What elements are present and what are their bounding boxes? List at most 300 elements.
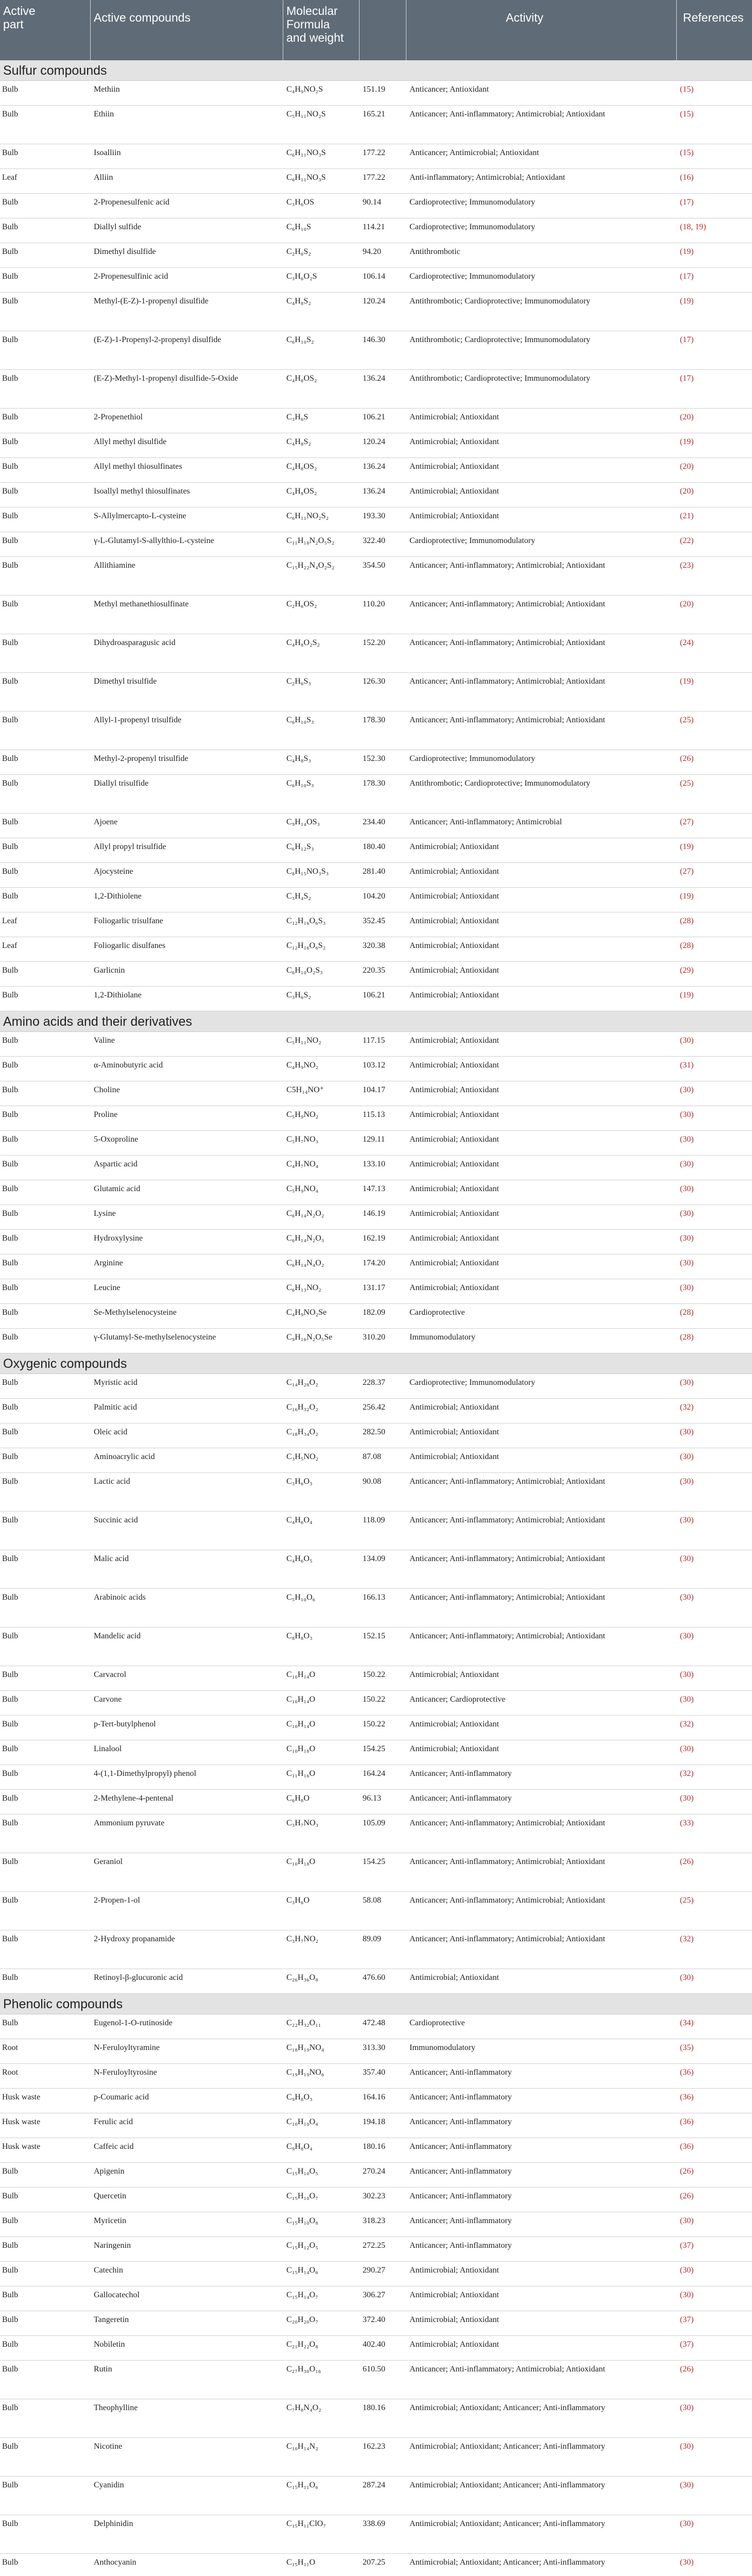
reference-link[interactable]: (30) xyxy=(680,2558,694,2567)
table-row xyxy=(0,1815,752,1853)
reference-link[interactable]: (30) xyxy=(680,1283,694,1292)
active-part-cell: Bulb xyxy=(2,2266,19,2275)
table-row xyxy=(0,2113,752,2138)
molecular-weight-cell: 610.50 xyxy=(363,2365,385,2374)
compound-name-cell: Ethiin xyxy=(94,110,114,118)
reference-link[interactable]: (34) xyxy=(680,2019,694,2027)
table-row xyxy=(0,912,752,937)
reference-link[interactable]: (25) xyxy=(680,1896,694,1905)
compound-name-cell: γ-L-Glutamyl-S-allylthio-L-cysteine xyxy=(94,536,214,545)
molecular-formula-cell: C₃H₆O₂S xyxy=(286,272,317,281)
molecular-formula-cell: C₆H₁₀S₃ xyxy=(286,779,314,788)
reference-link[interactable]: (17) xyxy=(680,198,694,207)
reference-link[interactable]: (30) xyxy=(680,1477,694,1486)
reference-link[interactable]: (26) xyxy=(680,2167,694,2176)
molecular-weight-cell: 146.19 xyxy=(363,1209,385,1218)
active-part-cell: Bulb xyxy=(2,991,19,999)
molecular-weight-cell: 472.48 xyxy=(363,2019,385,2027)
reference-link[interactable]: (19) xyxy=(680,247,694,256)
reference-link[interactable]: (33) xyxy=(680,1819,694,1827)
reference-link[interactable]: (36) xyxy=(680,2117,694,2126)
table-row xyxy=(0,1057,752,1081)
active-part-cell: Bulb xyxy=(2,1086,19,1094)
molecular-weight-cell: 106.21 xyxy=(363,413,385,421)
molecular-weight-cell: 136.24 xyxy=(363,487,385,496)
compound-name-cell: Dimethyl disulfide xyxy=(94,247,156,256)
reference-link[interactable]: (27) xyxy=(680,818,694,826)
molecular-formula-cell: C₄H₉NO₂S xyxy=(286,85,323,94)
header-formula-weight: Molecular Formula and weight xyxy=(286,4,344,44)
reference-link[interactable]: (30) xyxy=(680,1428,694,1436)
molecular-weight-cell: 104.20 xyxy=(363,892,385,901)
activity-cell: Anticancer; Anti-inflammatory xyxy=(409,2216,512,2225)
table-row xyxy=(0,370,752,409)
reference-link[interactable]: (29) xyxy=(680,966,694,975)
molecular-weight-cell: 103.12 xyxy=(363,1061,385,1070)
reference-link[interactable]: (30) xyxy=(680,1110,694,1119)
active-part-cell: Bulb xyxy=(2,1135,19,1144)
active-part-cell: Bulb xyxy=(2,1428,19,1436)
section-header xyxy=(0,1994,752,2014)
molecular-weight-cell: 180.40 xyxy=(363,842,385,851)
active-part-cell: Bulb xyxy=(2,638,19,647)
molecular-formula-cell: C₄H₉NO₂ xyxy=(286,1061,319,1070)
table-row xyxy=(0,243,752,268)
compound-name-cell: 4-(1,1-Dimethylpropyl) phenol xyxy=(94,1769,197,1778)
table-row xyxy=(0,1550,752,1589)
active-part-cell: Bulb xyxy=(2,487,19,496)
reference-link[interactable]: (30) xyxy=(680,1036,694,1045)
molecular-formula-cell: C₄H₇NO₄ xyxy=(286,1160,319,1168)
reference-link[interactable]: (36) xyxy=(680,2068,694,2077)
reference-link[interactable]: (35) xyxy=(680,2043,694,2052)
molecular-weight-cell: 180.16 xyxy=(363,2403,385,2412)
reference-link[interactable]: (37) xyxy=(680,2340,694,2349)
compound-name-cell: S-Allylmercapto-L-cysteine xyxy=(94,512,186,520)
compound-name-cell: Proline xyxy=(94,1110,118,1119)
header-references: References xyxy=(683,11,744,24)
molecular-weight-cell: 177.22 xyxy=(363,173,385,182)
reference-link[interactable]: (30) xyxy=(680,2481,694,2489)
activity-cell: Antimicrobial; Antioxidant xyxy=(409,1259,499,1267)
compound-name-cell: Naringenin xyxy=(94,2241,131,2250)
molecular-formula-cell: C₂H₆S₂ xyxy=(286,247,311,256)
activity-cell: Cardioprotective xyxy=(409,1308,465,1317)
activity-cell: Antithrombotic xyxy=(409,247,460,256)
compound-name-cell: Methyl-2-propenyl trisulfide xyxy=(94,754,189,763)
molecular-formula-cell: C₃H₆O xyxy=(286,1896,310,1905)
table-row xyxy=(0,1765,752,1790)
reference-link[interactable]: (32) xyxy=(680,1935,694,1943)
reference-link[interactable]: (19) xyxy=(680,297,694,306)
compound-name-cell: Isoalliin xyxy=(94,148,121,157)
reference-link[interactable]: (30) xyxy=(680,1516,694,1524)
reference-link[interactable]: (30) xyxy=(680,2216,694,2225)
molecular-formula-cell: C₄H₈O₂S₂ xyxy=(286,638,320,647)
active-part-cell: Leaf xyxy=(2,173,18,182)
activity-cell: Antimicrobial; Antioxidant xyxy=(409,462,499,471)
active-part-cell: Root xyxy=(2,2068,19,2077)
molecular-weight-cell: 96.13 xyxy=(363,1794,381,1803)
table-row xyxy=(0,331,752,370)
active-part-cell: Bulb xyxy=(2,1554,19,1563)
molecular-weight-cell: 133.10 xyxy=(363,1160,385,1168)
activity-cell: Antithrombotic; Cardioprotective; Immunomodulatory xyxy=(409,779,591,788)
molecular-weight-cell: 357.40 xyxy=(363,2068,385,2077)
molecular-weight-cell: 372.40 xyxy=(363,2315,385,2324)
compound-name-cell: 2-Propen-1-ol xyxy=(94,1896,140,1905)
reference-link[interactable]: (25) xyxy=(680,779,694,788)
active-part-cell: Bulb xyxy=(2,779,19,788)
reference-link[interactable]: (30) xyxy=(680,1452,694,1461)
molecular-weight-cell: 476.60 xyxy=(363,1973,385,1982)
compound-name-cell: Lactic acid xyxy=(94,1477,130,1486)
activity-cell: Antimicrobial; Antioxidant xyxy=(409,991,499,999)
table-row xyxy=(0,1374,752,1399)
compound-name-cell: Allyl-1-propenyl trisulfide xyxy=(94,716,182,724)
compound-name-cell: Caffeic acid xyxy=(94,2142,134,2151)
reference-link[interactable]: (30) xyxy=(680,2442,694,2451)
molecular-weight-cell: 313.30 xyxy=(363,2043,385,2052)
active-part-cell: Bulb xyxy=(2,867,19,876)
table-row xyxy=(0,2237,752,2262)
table-row xyxy=(0,2138,752,2163)
compound-name-cell: N-Feruloyltyramine xyxy=(94,2043,160,2052)
active-part-cell: Bulb xyxy=(2,2167,19,2176)
molecular-formula-cell: C₄H₆O₅ xyxy=(286,1554,313,1563)
compound-name-cell: 2-Propenethiol xyxy=(94,413,143,421)
reference-link[interactable]: (20) xyxy=(680,600,694,608)
molecular-formula-cell: C₄H₈S₂ xyxy=(286,437,311,446)
reference-link[interactable]: (30) xyxy=(680,1209,694,1218)
compound-name-cell: Malic acid xyxy=(94,1554,129,1563)
compound-name-cell: Methiin xyxy=(94,85,120,94)
table-row xyxy=(0,1329,752,1353)
activity-cell: Antimicrobial; Antioxidant xyxy=(409,2266,499,2275)
reference-link[interactable]: (28) xyxy=(680,1333,694,1342)
compound-name-cell: Myricetin xyxy=(94,2216,127,2225)
compound-name-cell: Cyanidin xyxy=(94,2481,124,2489)
molecular-weight-cell: 178.30 xyxy=(363,716,385,724)
activity-cell: Antimicrobial; Antioxidant xyxy=(409,1670,499,1679)
activity-cell: Antimicrobial; Antioxidant xyxy=(409,941,499,950)
compound-name-cell: Aspartic acid xyxy=(94,1160,138,1168)
molecular-formula-cell: C₈H₁₅NO₃S₃ xyxy=(286,867,329,876)
table-row xyxy=(0,144,752,169)
molecular-weight-cell: 234.40 xyxy=(363,818,385,826)
compound-name-cell: Isoallyl methyl thiosulfinates xyxy=(94,487,190,496)
section-title: Amino acids and their derivatives xyxy=(3,1014,192,1029)
molecular-weight-cell: 117.15 xyxy=(363,1036,385,1045)
table-row xyxy=(0,1473,752,1512)
reference-link[interactable]: (15) xyxy=(680,85,694,94)
molecular-weight-cell: 136.24 xyxy=(363,462,385,471)
compound-name-cell: Allithiamine xyxy=(94,561,135,570)
activity-cell: Antimicrobial; Antioxidant xyxy=(409,966,499,975)
activity-cell: Anticancer; Anti-inflammatory; Antimicrobial; Antioxidant xyxy=(409,1593,605,1602)
molecular-formula-cell: C₁₀H₁₄O xyxy=(286,1720,316,1728)
activity-cell: Anticancer; Anti-inflammatory xyxy=(409,2117,512,2126)
table-row xyxy=(0,218,752,243)
activity-cell: Anticancer; Anti-inflammatory; Antimicrobial; Antioxidant xyxy=(409,1935,605,1943)
activity-cell: Antimicrobial; Antioxidant xyxy=(409,1036,499,1045)
table-row xyxy=(0,1853,752,1892)
active-part-cell: Bulb xyxy=(2,437,19,446)
reference-link[interactable]: (19) xyxy=(680,437,694,446)
reference-link[interactable]: (17) xyxy=(680,374,694,383)
molecular-weight-cell: 126.30 xyxy=(363,677,385,686)
activity-cell: Antimicrobial; Antioxidant xyxy=(409,1452,499,1461)
compound-name-cell: Theophylline xyxy=(94,2403,138,2412)
molecular-weight-cell: 154.25 xyxy=(363,1857,385,1866)
reference-link[interactable]: (30) xyxy=(680,1593,694,1602)
activity-cell: Cardioprotective xyxy=(409,2019,465,2027)
table-row xyxy=(0,1106,752,1131)
compound-name-cell: Ferulic acid xyxy=(94,2117,133,2126)
compound-name-cell: Lysine xyxy=(94,1209,116,1218)
reference-link[interactable]: (17) xyxy=(680,272,694,281)
molecular-formula-cell: C₁₅H₁₁O₆ xyxy=(286,2481,318,2489)
molecular-formula-cell: C₆H₁₀S xyxy=(286,223,311,231)
reference-link[interactable]: (30) xyxy=(680,1670,694,1679)
activity-cell: Anticancer; Anti-inflammatory; Antimicrobial; Antioxidant xyxy=(409,1477,605,1486)
reference-link[interactable]: (37) xyxy=(680,2241,694,2250)
molecular-weight-cell: 162.19 xyxy=(363,1234,385,1243)
reference-link[interactable]: (30) xyxy=(680,1135,694,1144)
reference-link[interactable]: (16) xyxy=(680,173,694,182)
activity-cell: Immunomodulatory xyxy=(409,1333,475,1342)
reference-link[interactable]: (30) xyxy=(680,1184,694,1193)
reference-link[interactable]: (30) xyxy=(680,2291,694,2299)
table-row xyxy=(0,1666,752,1691)
reference-link[interactable]: (30) xyxy=(680,1695,694,1704)
molecular-weight-cell: 318.23 xyxy=(363,2216,385,2225)
molecular-formula-cell: C₉H₈O₃ xyxy=(286,2093,313,2102)
table-row xyxy=(0,1930,752,1969)
reference-link[interactable]: (32) xyxy=(680,1720,694,1728)
reference-link[interactable]: (32) xyxy=(680,1769,694,1778)
reference-link[interactable]: (30) xyxy=(680,1632,694,1640)
active-part-cell: Bulb xyxy=(2,1720,19,1728)
activity-cell: Antithrombotic; Cardioprotective; Immunomodulatory xyxy=(409,374,591,383)
molecular-formula-cell: C₅H₇NO₃ xyxy=(286,1135,319,1144)
reference-link[interactable]: (20) xyxy=(680,487,694,496)
molecular-formula-cell: C₆H₁₁NO₃S xyxy=(286,148,326,157)
activity-cell: Cardioprotective; Immunomodulatory xyxy=(409,1378,535,1387)
table-row xyxy=(0,1131,752,1156)
molecular-formula-cell: C₆H₁₄N₄O₂ xyxy=(286,1259,324,1267)
reference-link[interactable]: (19) xyxy=(680,677,694,686)
table-row xyxy=(0,1230,752,1255)
reference-link[interactable]: (30) xyxy=(680,1744,694,1753)
active-part-cell: Bulb xyxy=(2,2216,19,2225)
molecular-formula-cell: C₁₆H₃₂O₂ xyxy=(286,1403,318,1412)
compound-name-cell: Hydroxylysine xyxy=(94,1234,143,1243)
table-row xyxy=(0,1156,752,1180)
molecular-formula-cell: C₃H₇NO₂ xyxy=(286,1935,319,1943)
reference-link[interactable]: (30) xyxy=(680,1378,694,1387)
active-part-cell: Bulb xyxy=(2,2019,19,2027)
activity-cell: Anti-inflammatory; Antimicrobial; Antioxidant xyxy=(409,173,566,182)
table-row xyxy=(0,1628,752,1666)
active-part-cell: Bulb xyxy=(2,1857,19,1866)
table-row xyxy=(0,532,752,557)
reference-link[interactable]: (17) xyxy=(680,335,694,344)
molecular-weight-cell: 106.14 xyxy=(363,272,385,281)
compound-name-cell: Rutin xyxy=(94,2365,112,2374)
reference-link[interactable]: (18, 19) xyxy=(680,223,706,231)
active-part-cell: Bulb xyxy=(2,2558,19,2567)
molecular-formula-cell: C₁₉H₁₉NO₆ xyxy=(286,2068,324,2077)
header-activity: Activity xyxy=(506,11,543,24)
reference-link[interactable]: (30) xyxy=(680,2266,694,2275)
reference-link[interactable]: (28) xyxy=(680,1308,694,1317)
reference-link[interactable]: (37) xyxy=(680,2315,694,2324)
molecular-weight-cell: 89.09 xyxy=(363,1935,381,1943)
reference-link[interactable]: (36) xyxy=(680,2093,694,2102)
activity-cell: Antimicrobial; Antioxidant; Anticancer; Anti-inflammatory xyxy=(409,2403,605,2412)
activity-cell: Anticancer; Anti-inflammatory; Antimicrobial; Antioxidant xyxy=(409,1554,605,1563)
reference-link[interactable]: (15) xyxy=(680,110,694,118)
reference-link[interactable]: (30) xyxy=(680,1160,694,1168)
table-row xyxy=(0,268,752,293)
reference-link[interactable]: (32) xyxy=(680,1403,694,1412)
compound-name-cell: 5-Oxoproline xyxy=(94,1135,139,1144)
activity-cell: Antimicrobial; Antioxidant xyxy=(409,437,499,446)
active-part-cell: Bulb xyxy=(2,272,19,281)
compound-name-cell: 2-Propenesulfinic acid xyxy=(94,272,168,281)
reference-link[interactable]: (25) xyxy=(680,716,694,724)
molecular-weight-cell: 177.22 xyxy=(363,148,385,157)
reference-link[interactable]: (30) xyxy=(680,1086,694,1094)
reference-link[interactable]: (19) xyxy=(680,842,694,851)
activity-cell: Antimicrobial; Antioxidant xyxy=(409,842,499,851)
reference-link[interactable]: (19) xyxy=(680,991,694,999)
reference-link[interactable]: (30) xyxy=(680,2403,694,2412)
compound-name-cell: Arabinoic acids xyxy=(94,1593,146,1602)
molecular-formula-cell: C₁₅H₁₁ClO₇ xyxy=(286,2519,326,2528)
reference-link[interactable]: (30) xyxy=(680,1554,694,1563)
active-part-cell: Bulb xyxy=(2,1234,19,1243)
molecular-formula-cell: C₉H₈O₄ xyxy=(286,2142,313,2151)
reference-link[interactable]: (21) xyxy=(680,512,694,520)
active-part-cell: Bulb xyxy=(2,1036,19,1045)
reference-link[interactable]: (30) xyxy=(680,1794,694,1803)
molecular-formula-cell: C₉H₁₄OS₃ xyxy=(286,818,320,826)
reference-link[interactable]: (24) xyxy=(680,638,694,647)
reference-link[interactable]: (26) xyxy=(680,754,694,763)
reference-link[interactable]: (30) xyxy=(680,2519,694,2528)
activity-cell: Anticancer; Anti-inflammatory xyxy=(409,1794,512,1803)
reference-link[interactable]: (20) xyxy=(680,413,694,421)
reference-link[interactable]: (30) xyxy=(680,1259,694,1267)
activity-cell: Antimicrobial; Antioxidant; Anticancer; Anti-inflammatory xyxy=(409,2558,605,2567)
table-row xyxy=(0,2014,752,2039)
compound-name-cell: Carvacrol xyxy=(94,1670,127,1679)
molecular-weight-cell: 94.20 xyxy=(363,247,381,256)
active-part-cell: Bulb xyxy=(2,600,19,608)
reference-link[interactable]: (30) xyxy=(680,1234,694,1243)
molecular-formula-cell: C₅H₁₀O₆ xyxy=(286,1593,316,1602)
molecular-weight-cell: 270.24 xyxy=(363,2167,385,2176)
molecular-formula-cell: C₄H₈S₂ xyxy=(286,297,311,306)
active-part-cell: Leaf xyxy=(2,917,18,925)
molecular-formula-cell: C₁₅H₁₂O₅ xyxy=(286,2241,318,2250)
reference-link[interactable]: (19) xyxy=(680,892,694,901)
compound-name-cell: Palmitic acid xyxy=(94,1403,137,1412)
reference-link[interactable]: (28) xyxy=(680,917,694,925)
reference-link[interactable]: (31) xyxy=(680,1061,694,1070)
activity-cell: Antimicrobial; Antioxidant xyxy=(409,413,499,421)
molecular-weight-cell: 129.11 xyxy=(363,1135,385,1144)
molecular-formula-cell: C₂H₆S₃ xyxy=(286,677,311,686)
activity-cell: Anticancer; Antioxidant xyxy=(409,85,489,94)
active-part-cell: Bulb xyxy=(2,2481,19,2489)
molecular-formula-cell: C₆H₁₀S₃ xyxy=(286,716,314,724)
active-part-cell: Bulb xyxy=(2,85,19,94)
reference-link[interactable]: (36) xyxy=(680,2142,694,2151)
activity-cell: Anticancer; Anti-inflammatory; Antimicrobial; Antioxidant xyxy=(409,1857,605,1866)
active-part-cell: Bulb xyxy=(2,2291,19,2299)
active-part-cell: Bulb xyxy=(2,1477,19,1486)
molecular-formula-cell: C₃H₆O₃ xyxy=(286,1477,313,1486)
reference-link[interactable]: (26) xyxy=(680,2365,694,2374)
table-row xyxy=(0,962,752,987)
molecular-formula-cell: C₁₂H₁₆O₆S₂ xyxy=(286,941,326,950)
activity-cell: Antimicrobial; Antioxidant xyxy=(409,1744,499,1753)
reference-link[interactable]: (28) xyxy=(680,941,694,950)
reference-link[interactable]: (30) xyxy=(680,1973,694,1982)
molecular-weight-cell: 150.22 xyxy=(363,1695,385,1704)
activity-cell: Antithrombotic; Cardioprotective; Immunomodulatory xyxy=(409,297,591,306)
active-part-cell: Husk waste xyxy=(2,2117,41,2126)
table-row xyxy=(0,673,752,711)
reference-link[interactable]: (15) xyxy=(680,148,694,157)
molecular-weight-cell: 322.40 xyxy=(363,536,385,545)
molecular-weight-cell: 136.24 xyxy=(363,374,385,383)
molecular-weight-cell: 281.40 xyxy=(363,867,385,876)
molecular-formula-cell: C₆H₁₀O₂S₃ xyxy=(286,966,323,975)
table-row xyxy=(0,1255,752,1279)
molecular-weight-cell: 174.20 xyxy=(363,1259,385,1267)
reference-link[interactable]: (26) xyxy=(680,1857,694,1866)
activity-cell: Anticancer; Anti-inflammatory xyxy=(409,2241,512,2250)
active-part-cell: Bulb xyxy=(2,1209,19,1218)
table-row xyxy=(0,458,752,483)
activity-cell: Antimicrobial; Antioxidant xyxy=(409,917,499,925)
reference-link[interactable]: (22) xyxy=(680,536,694,545)
molecular-formula-cell: C₁₈H₃₄O₂ xyxy=(286,1428,318,1436)
active-part-cell: Bulb xyxy=(2,716,19,724)
molecular-weight-cell: 164.16 xyxy=(363,2093,385,2102)
table-row xyxy=(0,2399,752,2438)
reference-link[interactable]: (27) xyxy=(680,867,694,876)
section-title: Sulfur compounds xyxy=(3,63,107,78)
compound-name-cell: 2-Hydroxy propanamide xyxy=(94,1935,175,1943)
reference-link[interactable]: (20) xyxy=(680,462,694,471)
molecular-formula-cell: C₅H₉NO₂ xyxy=(286,1110,319,1119)
reference-link[interactable]: (23) xyxy=(680,561,694,570)
active-part-cell: Bulb xyxy=(2,1744,19,1753)
reference-link[interactable]: (26) xyxy=(680,2192,694,2200)
molecular-weight-cell: 290.27 xyxy=(363,2266,385,2275)
molecular-formula-cell: C₁₅H₁₀O₅ xyxy=(286,2167,318,2176)
active-part-cell: Bulb xyxy=(2,374,19,383)
table-row xyxy=(0,2089,752,2113)
molecular-formula-cell: C₁₀H₁₀O₄ xyxy=(286,2117,318,2126)
active-part-cell: Bulb xyxy=(2,110,19,118)
compound-name-cell: 1,2-Dithiolane xyxy=(94,991,142,999)
